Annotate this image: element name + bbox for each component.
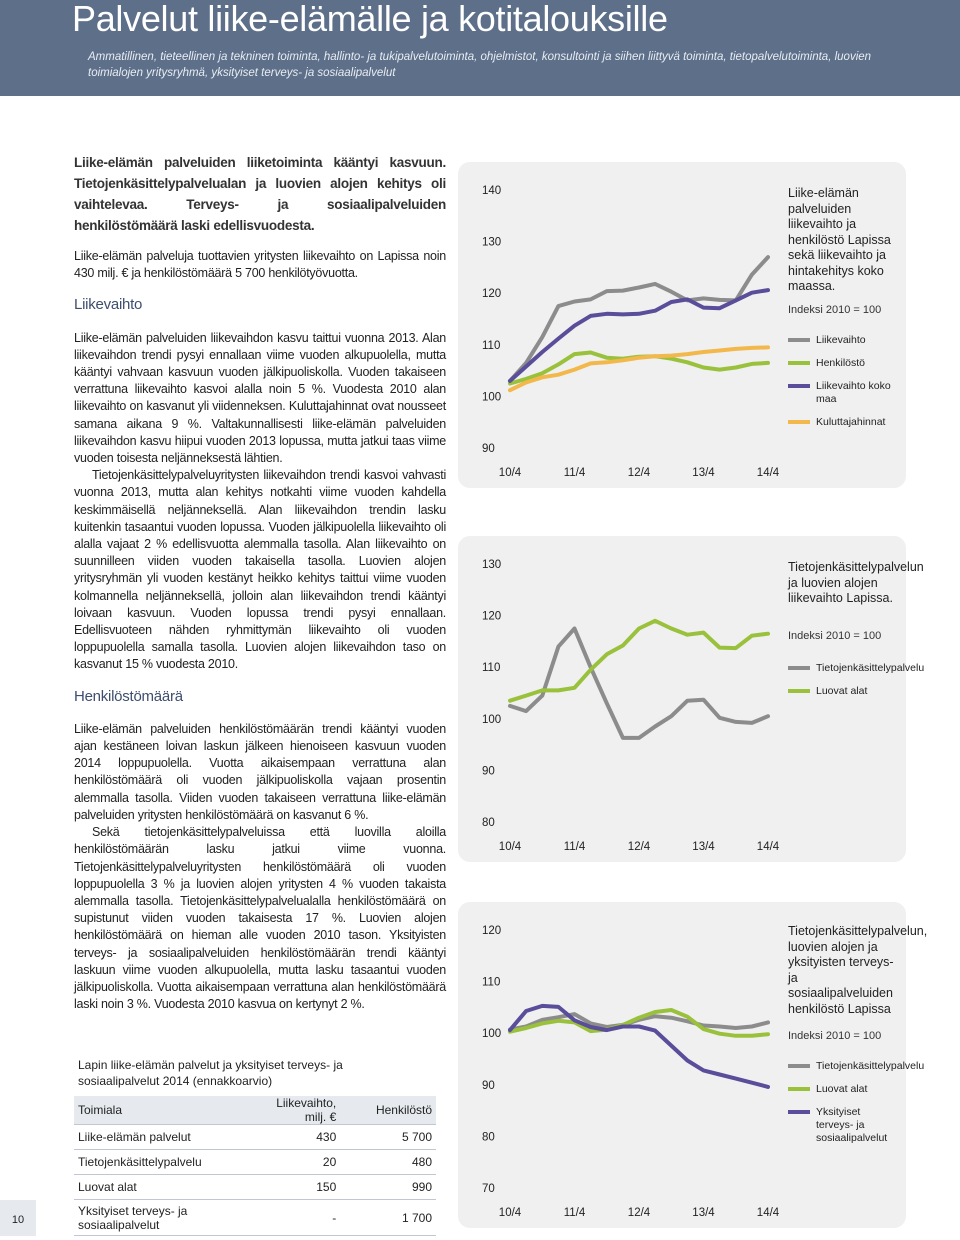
chart-3-base: Indeksi 2010 = 100 bbox=[788, 1030, 882, 1042]
x-tick-label: 10/4 bbox=[498, 467, 522, 479]
table-cell: 150 bbox=[254, 1175, 341, 1200]
chart-1-base: Indeksi 2010 = 100 bbox=[788, 304, 882, 316]
y-tick-label: 120 bbox=[482, 610, 502, 623]
table-row bbox=[74, 1200, 436, 1236]
legend-label: Henkilöstö bbox=[816, 357, 866, 369]
table-header: Henkilöstö bbox=[340, 1096, 436, 1125]
y-tick-label: 100 bbox=[482, 1028, 502, 1041]
legend-label: Kuluttajahinnat bbox=[816, 416, 886, 428]
paragraph-2: Tietojenkäsittelypalveluyritysten liikevaihdon trendi kasvoi vahvasti vuonna 2013, mutta alan kehitys notkahti viime vuoden kahdella keskimmäisellä neljänneksellä. Alan liikevaihdon trendin lasku kuitenkin tasaantui vuoden lopussa. Vuoden jälkipuolella liikevaihto oli alalla vajaat 2 % edellisvuotta alemmalla tasolla. Alan liikevaihto on suunnilleen viiden vuoden takaisella tasolla. Luovien alojen yritysryhmän yli vuoden kestänyt heikko kehitys taittui viime vuoden kolmannella neljänneksellä, jolloin alan liikevaihdon trendi kääntyi loivaan kasvuun. Vuoden lopussa trendi pysyi ennallaan. Edellisvuoteen nähden ryhmittymän liikevaihto oli vuoden loppupuolella samalla tasolla. Luovien alojen liikevaihdon taso on kasvanut 15 % vuodesta 2010. bbox=[74, 468, 446, 672]
series-line bbox=[510, 621, 768, 701]
x-tick-label: 10/4 bbox=[498, 841, 522, 853]
chart-1-title: Liike-elämän palveluiden liikevaihto ja henkilöstö Lapissa sekä liikevaihto ja hintakehitys koko maassa. bbox=[788, 186, 891, 293]
x-tick-label: 12/4 bbox=[627, 1207, 651, 1219]
table-cell: Yksityiset terveys- ja sosiaalipalvelut bbox=[74, 1200, 254, 1236]
x-tick-label: 14/4 bbox=[756, 1207, 780, 1219]
paragraph-3: Liike-elämän palveluiden henkilöstömäärän trendi kääntyi vuoden ajan kestäneen loivan laskun jälkeen hienoiseen kasvuun vuoden 2014 loppupuolella. Vuotta aikaisempaan verrattuna alan henkilöstömäärä oli vuoden jälkipuoliskolla vajaan prosentin alemmalla tasolla. Viiden vuoden takaiseen verrattuna liike-elämän palveluiden yritysten henkilöstömäärä on kasvanut 6 %. bbox=[74, 721, 446, 822]
y-tick-label: 110 bbox=[482, 339, 501, 352]
y-tick-label: 140 bbox=[482, 185, 502, 197]
y-tick-label: 120 bbox=[482, 288, 502, 301]
table-header: Liikevaihto, milj. € bbox=[254, 1096, 341, 1125]
x-tick-label: 14/4 bbox=[756, 841, 780, 853]
table-header-row bbox=[74, 1096, 436, 1125]
legend-swatch bbox=[788, 1064, 810, 1068]
article-column bbox=[74, 152, 446, 1013]
legend-swatch bbox=[788, 420, 810, 424]
y-tick-label: 80 bbox=[482, 1131, 495, 1144]
table-header: Toimiala bbox=[74, 1096, 254, 1125]
series-line bbox=[510, 257, 768, 381]
y-tick-label: 100 bbox=[482, 713, 502, 726]
chart-3-legend bbox=[788, 1060, 925, 1155]
y-tick-label: 130 bbox=[482, 236, 502, 249]
legend-label: Luovat alat bbox=[816, 1083, 868, 1095]
legend-label: Tietojenkäsittelypalvelu bbox=[816, 1060, 925, 1072]
chart-panel-1 bbox=[458, 162, 906, 488]
y-tick-label: 70 bbox=[482, 1183, 495, 1195]
x-tick-label: 12/4 bbox=[627, 841, 651, 853]
y-tick-label: 90 bbox=[482, 1079, 495, 1092]
legend-label: Luovat alat bbox=[816, 685, 868, 697]
chart-panel-2 bbox=[458, 536, 925, 862]
table-cell: 990 bbox=[340, 1175, 436, 1200]
legend-swatch bbox=[788, 689, 810, 693]
x-tick-label: 11/4 bbox=[563, 841, 586, 853]
x-tick-label: 10/4 bbox=[498, 1207, 522, 1219]
legend-item bbox=[788, 1106, 898, 1145]
legend-swatch bbox=[788, 361, 810, 365]
x-tick-label: 13/4 bbox=[692, 467, 715, 479]
chart-panel-3 bbox=[458, 902, 928, 1228]
table-cell: 430 bbox=[254, 1125, 341, 1150]
intro-paragraph: Liike-elämän palveluja tuottavien yritysten liikevaihto on Lapissa noin 430 milj. € ja henkilöstömäärä 5 700 henkilötyövuotta. bbox=[74, 249, 446, 281]
paragraph-1: Liike-elämän palveluiden liikevaihdon kasvu taittui vuonna 2013. Alan liikevaihdon trendi pysyi ennallaan viime vuoden alkupuolella, mutta kääntyi vahvaan kasvuun vuoden jälkipuoliskolla. Vuoden takaiseen verrattuna liikevaihto kasvoi alalla noin 5 %. Vuodesta 2010 alan liikevaihto on kasvanut yli viidenneksen. Kuluttajahinnat ovat nousseet samana aikana 9 %. Valtakunnallisesti liike-elämän palveluiden liikevaihdon kasvu hiipui vuoden 2013 lopussa, mutta jatkui taas viime vuoden toisesta neljänneksestä lähtien. bbox=[74, 330, 446, 466]
y-tick-label: 90 bbox=[482, 443, 495, 455]
x-tick-label: 13/4 bbox=[692, 1207, 715, 1219]
y-tick-label: 110 bbox=[482, 976, 501, 989]
table-cell: 480 bbox=[340, 1150, 436, 1175]
lead-paragraph: Liike-elämän palveluiden liiketoiminta kääntyi kasvuun. Tietojenkäsittelypalvelualan ja luovien alojen kehitys oli vaihtelevaa. Terveys- ja sosiaalipalveluiden henkilöstömäärä laski edellisvuodesta. bbox=[74, 155, 446, 233]
legend-label: Liikevaihto koko maa bbox=[816, 380, 891, 405]
y-tick-label: 130 bbox=[482, 559, 502, 571]
section-heading-henkilosto: Henkilöstömäärä bbox=[74, 687, 183, 705]
y-tick-label: 90 bbox=[482, 765, 495, 778]
page-subtitle: Ammatillinen, tieteellinen ja tekninen toiminta, hallinto- ja tukipalvelutoiminta, ohjelmistot, konsultointi ja siihen liittyvä toiminta, tietopalvelutoiminta, luovien toimialojen yritysryhmä, yksityiset terveys- ja sosiaalipalvelut bbox=[88, 51, 872, 79]
table-cell: Liike-elämän palvelut bbox=[74, 1125, 254, 1150]
series-line bbox=[510, 629, 768, 738]
chart-2-base: Indeksi 2010 = 100 bbox=[788, 630, 882, 642]
x-tick-label: 13/4 bbox=[692, 841, 715, 853]
chart-1-legend bbox=[788, 334, 898, 439]
legend-item bbox=[788, 685, 898, 698]
table-cell: Tietojenkäsittelypalvelu bbox=[74, 1150, 254, 1175]
table-cell: - bbox=[254, 1200, 341, 1236]
legend-item bbox=[788, 1060, 925, 1073]
legend-item bbox=[788, 662, 925, 675]
table-cell: 20 bbox=[254, 1150, 341, 1175]
table-cell: 1 700 bbox=[340, 1200, 436, 1236]
chart-3-title: Tietojenkäsittelypalvelun, luovien alojen ja yksityisten terveys- ja sosiaalipalveluiden henkilöstö Lapissa bbox=[788, 924, 928, 1016]
y-tick-label: 80 bbox=[482, 817, 495, 829]
table-row bbox=[74, 1125, 436, 1150]
x-tick-label: 12/4 bbox=[627, 467, 651, 479]
y-tick-label: 110 bbox=[482, 662, 501, 675]
table-cell: Luovat alat bbox=[74, 1175, 254, 1200]
x-tick-label: 11/4 bbox=[563, 467, 586, 479]
page-number: 10 bbox=[0, 1200, 36, 1236]
legend-item bbox=[788, 334, 898, 347]
table-cell: 5 700 bbox=[340, 1125, 436, 1150]
section-heading-liikevaihto: Liikevaihto bbox=[74, 296, 143, 314]
paragraph-4: Sekä tietojenkäsittelypalveluissa että luovilla aloilla henkilöstömäärän lasku jatkui viime vuonna. Tietojenkäsittelypalveluyritysten henkilöstömäärä oli vuoden loppupuolella 3 % ja luovien alojen yritysten 4 % vuoden takaista alemmalla tasolla. Tietojenkäsittelypalvelualalla henkilöstömäärä on supistunut viiden vuoden takaisesta 17 %. Luovien alojen henkilöstömäärä on hieman alle vuoden 2010 tason. Yksityisten terveys- ja sosiaalipalveluiden henkilöstömäärän trendi kääntyi laskuun viime vuoden alkupuolella, mutta lasku tasaantui vuoden jälkipuoliskolla. Vuotta aikaisempaan verrattuna alan henkilöstömäärä laski noin 3 %. Vuodesta 2010 kasvua on kertynyt 2 %. bbox=[74, 825, 446, 1012]
legend-item bbox=[788, 416, 898, 429]
x-tick-label: 11/4 bbox=[563, 1207, 586, 1219]
y-tick-label: 100 bbox=[482, 391, 502, 404]
legend-swatch bbox=[788, 338, 810, 342]
table-row bbox=[74, 1175, 436, 1200]
legend-label: Yksityiset terveys- ja sosiaalipalvelut bbox=[816, 1106, 888, 1144]
page-title: Palvelut liike-elämälle ja kotitalouksille bbox=[72, 0, 668, 39]
table-row bbox=[74, 1150, 436, 1175]
legend-item bbox=[788, 380, 898, 406]
chart-2-title: Tietojenkäsittelypalvelun ja luovien alojen liikevaihto Lapissa. bbox=[788, 560, 924, 605]
legend-item bbox=[788, 1083, 898, 1096]
legend-label: Liikevaihto bbox=[816, 334, 866, 346]
legend-swatch bbox=[788, 666, 810, 670]
legend-swatch bbox=[788, 384, 810, 388]
x-tick-label: 14/4 bbox=[756, 467, 780, 479]
chart-2-legend bbox=[788, 662, 925, 708]
header-banner bbox=[0, 0, 960, 96]
table-caption: Lapin liike-elämän palvelut ja yksityiset terveys- ja sosiaalipalvelut 2014 (ennakkoarvio) bbox=[78, 1058, 343, 1088]
legend-swatch bbox=[788, 1110, 810, 1114]
legend-item bbox=[788, 357, 898, 370]
summary-table bbox=[74, 1096, 436, 1236]
legend-swatch bbox=[788, 1087, 810, 1091]
y-tick-label: 120 bbox=[482, 925, 502, 937]
series-line bbox=[510, 1010, 768, 1036]
legend-label: Tietojenkäsittelypalvelu bbox=[816, 662, 925, 674]
